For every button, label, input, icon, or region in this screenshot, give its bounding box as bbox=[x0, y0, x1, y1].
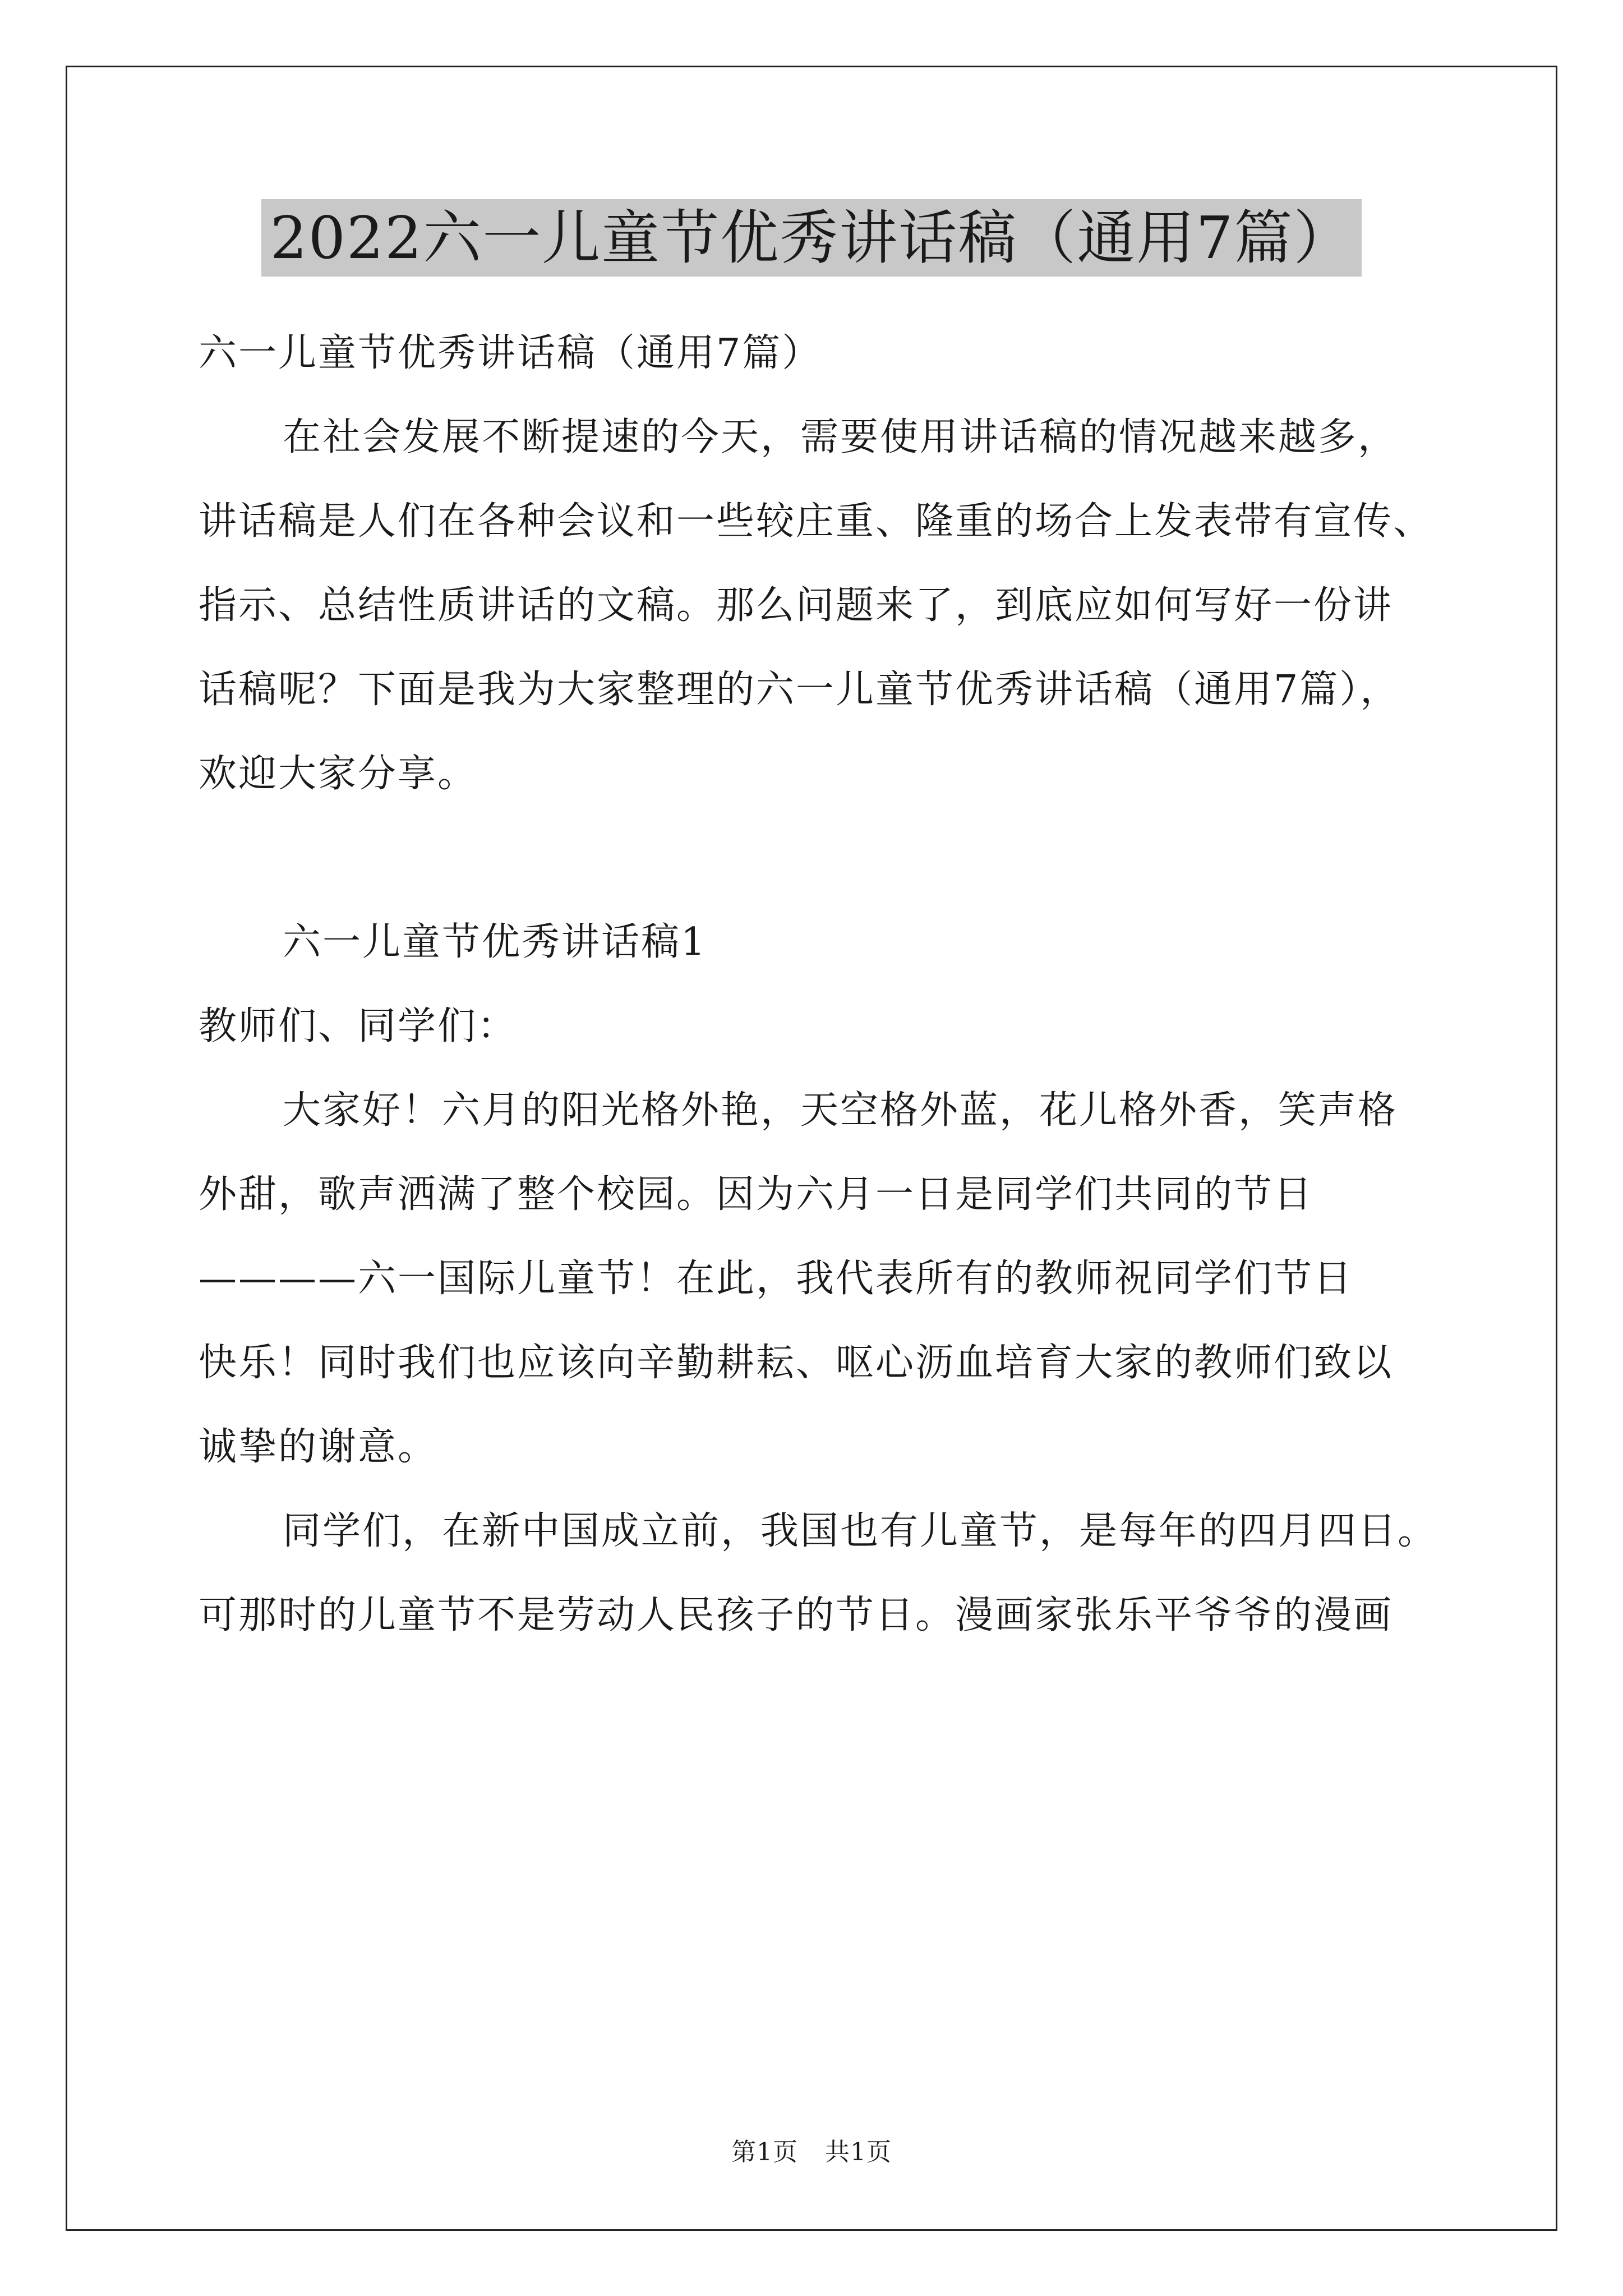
page-number: 第1页 bbox=[731, 2138, 798, 2166]
title-container bbox=[0, 199, 1623, 277]
paragraph-line: 同学们，在新中国成立前，我国也有儿童节，是每年的四月四日。 bbox=[283, 1509, 1438, 1553]
salutation: 教师们、同学们： bbox=[199, 1004, 518, 1048]
paragraph-line: ————六一国际儿童节！在此，我代表所有的教师祝同学们节日 bbox=[199, 1257, 1354, 1301]
subtitle: 六一儿童节优秀讲话稿（通用7篇） bbox=[199, 331, 822, 375]
paragraph-line: 可那时的儿童节不是劳动人民孩子的节日。漫画家张乐平爷爷的漫画 bbox=[199, 1593, 1394, 1637]
paragraph-line: 诚挚的谢意。 bbox=[199, 1425, 438, 1469]
intro-line: 讲话稿是人们在各种会议和一些较庄重、隆重的场合上发表带有宣传、 bbox=[199, 499, 1433, 544]
page-footer bbox=[0, 2132, 1623, 2168]
paragraph-line: 快乐！同时我们也应该向辛勤耕耘、呕心沥血培育大家的教师们致以 bbox=[199, 1341, 1394, 1385]
intro-line: 欢迎大家分享。 bbox=[199, 752, 478, 796]
document-title: 2022六一儿童节优秀讲话稿（通用7篇） bbox=[261, 199, 1362, 277]
paragraph-line: 外甜，歌声洒满了整个校园。因为六月一日是同学们共同的节日 bbox=[199, 1172, 1314, 1217]
paragraph-line: 大家好！六月的阳光格外艳，天空格外蓝，花儿格外香，笑声格 bbox=[283, 1088, 1398, 1133]
intro-line: 指示、总结性质讲话的文稿。那么问题来了，到底应如何写好一份讲 bbox=[199, 583, 1394, 628]
intro-line: 话稿呢？下面是我为大家整理的六一儿童节优秀讲话稿（通用7篇）， bbox=[199, 668, 1400, 712]
section-heading: 六一儿童节优秀讲话稿1 bbox=[283, 920, 707, 964]
intro-line: 在社会发展不断提速的今天，需要使用讲话稿的情况越来越多， bbox=[283, 415, 1398, 459]
section-spacer bbox=[199, 816, 1455, 900]
page-total: 共1页 bbox=[825, 2138, 892, 2166]
document-body bbox=[199, 311, 1455, 1658]
